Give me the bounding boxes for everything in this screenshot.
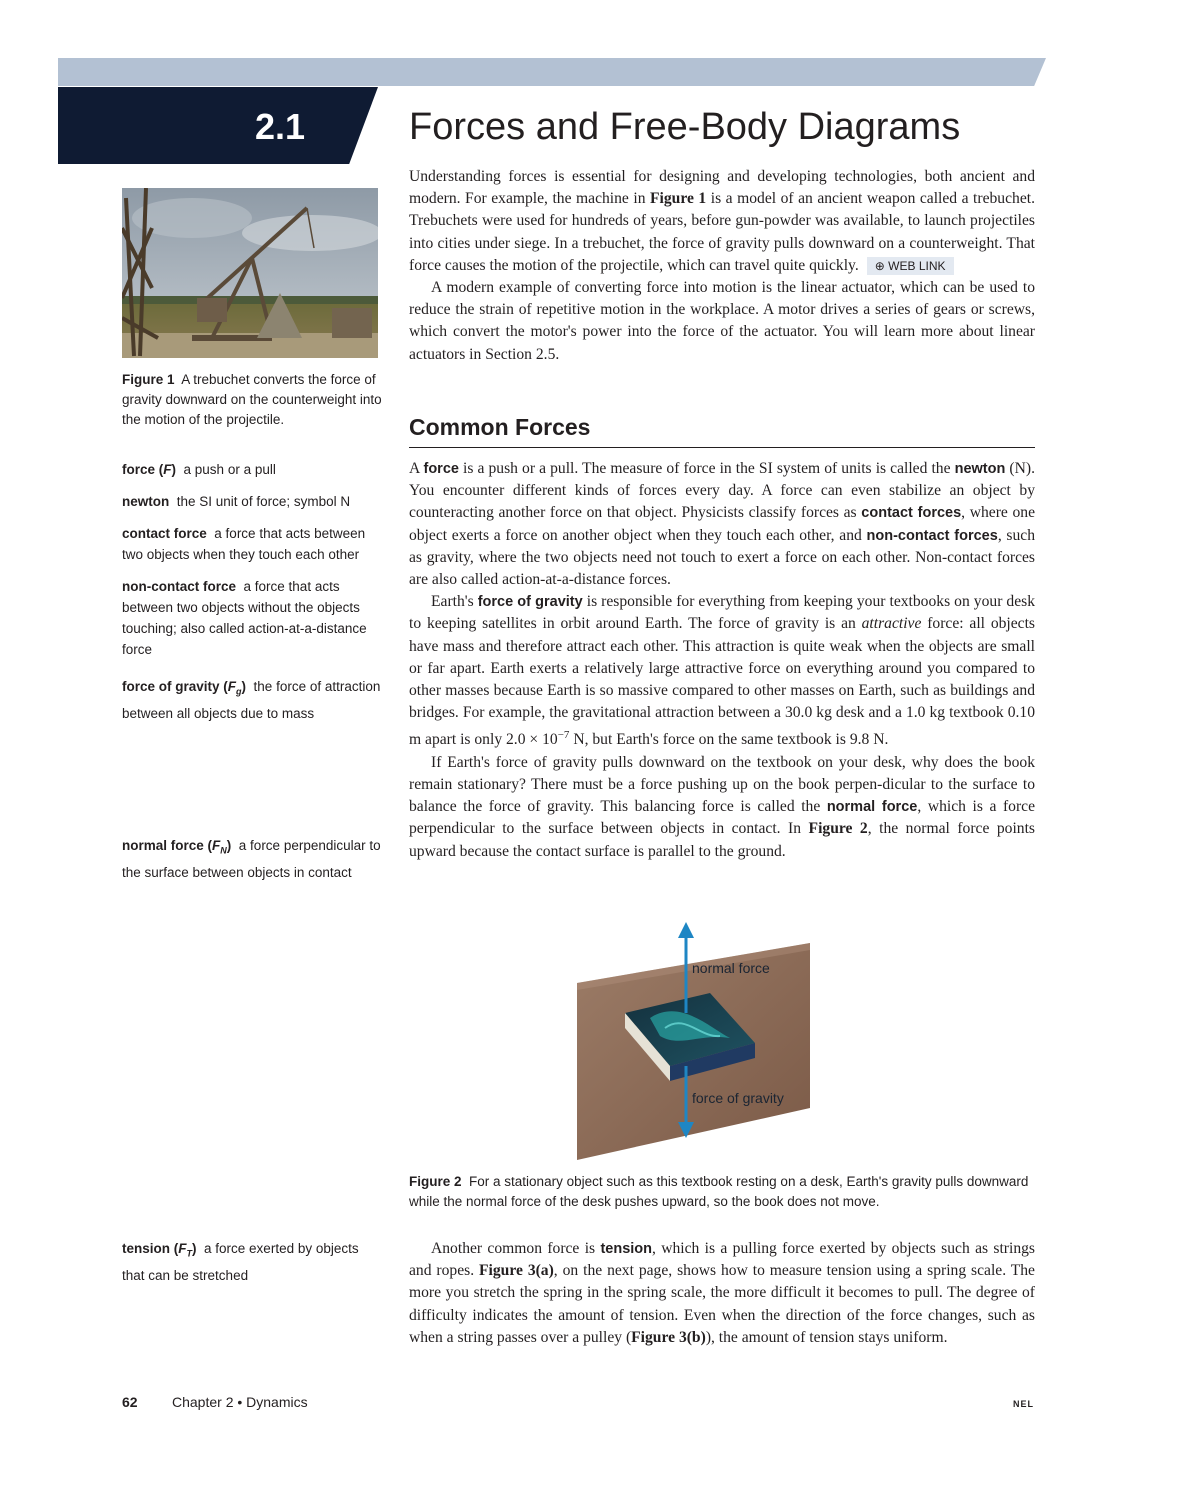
glossary-symbol-open: ( xyxy=(155,462,164,477)
exponent: −7 xyxy=(557,729,570,742)
section-title: Forces and Free-Body Diagrams xyxy=(409,106,961,148)
glossary-definition: the SI unit of force; symbol N xyxy=(176,494,351,509)
glossary-term: normal force xyxy=(122,838,204,853)
glossary-symbol-sub: N xyxy=(220,845,227,856)
gravity-force-label: force of gravity xyxy=(692,1090,784,1106)
glossary-symbol-sub: g xyxy=(236,686,242,697)
figure-reference: Figure 3(a) xyxy=(479,1262,554,1280)
glossary-term: force of gravity xyxy=(122,679,220,694)
glossary-symbol-open: ( xyxy=(203,838,213,853)
glossary-symbol-open: ( xyxy=(170,1241,179,1256)
intro-text xyxy=(409,166,1035,366)
trebuchet-photo xyxy=(122,188,378,358)
key-term: force of gravity xyxy=(477,594,583,611)
glossary-force xyxy=(122,459,384,480)
glossary-symbol-close: ) xyxy=(241,679,247,694)
page-number: 62 xyxy=(122,1394,138,1410)
web-link-label: WEB LINK xyxy=(888,258,946,273)
normal-force-label: normal force xyxy=(692,960,770,976)
text-run: is a model of an ancient weapon called a trebuchet. Trebuchets were used for hundreds of years, before gun-powder was available, to launch projectiles into cities under siege. In a trebuchet, the force of gravity pulls downward on a counterweight. That force causes the motion of the projectile, which can travel quite quickly. xyxy=(409,190,1035,274)
chapter-label: Chapter 2 • Dynamics xyxy=(172,1394,308,1410)
key-term: tension xyxy=(600,1241,652,1257)
emphasis: attractive xyxy=(861,615,922,633)
figure-2-caption xyxy=(409,1172,1035,1212)
common-forces-paragraph-1: A force is a push or a pull. The measure of force in the SI system of units is called the newton (N). You encounter different kinds of forces every day. A force can even stabilize an object by counteracting another force on that object. Physicists classify forces as contact forces, where one object exerts a force on another object when they touch each other, and non-contact forces, such as gravity, where the two objects need not touch to exert a force on each other. Non-contact forces are also called action-at-a-distance forces. xyxy=(409,460,1036,589)
glossary-newton xyxy=(122,491,384,512)
glossary-definition: a force that acts between two objects when they touch each other xyxy=(122,526,366,562)
intro-paragraph-1 xyxy=(409,166,1035,277)
key-term: normal force xyxy=(826,799,918,816)
glossary-symbol: F xyxy=(227,679,237,694)
glossary-symbol-close: ) xyxy=(192,1241,197,1256)
tension-paragraph: Another common force is tension, which is a pulling force exerted by objects such as strings and ropes. Figure 3(a), on the next page, shows how to measure tension using a spring scale. The more you stretch the spring in the spring scale, the more difficult it becomes to pull. The degree of difficulty indicates the amount of tension. Even when the direction of the force changes, such as when a string passes over a pulley (Figure 3(b)), the amount of tension stays uniform. xyxy=(409,1240,1035,1346)
glossary-symbol-open: ( xyxy=(219,679,228,694)
glossary-symbol: F xyxy=(212,838,221,853)
glossary-definition: a force exerted by objects that can be stretched xyxy=(122,1241,359,1283)
glossary-definition: a force perpendicular to the surface between objects in contact xyxy=(122,838,381,880)
glossary-term: newton xyxy=(122,494,170,509)
figure-reference: Figure 3(b) xyxy=(631,1328,706,1346)
glossary-definition: a push or a pull xyxy=(183,462,276,477)
web-link[interactable] xyxy=(867,257,954,275)
intro-paragraph-2: A modern example of converting force into motion is the linear actuator, which can be used to reduce the strain of repetitive motion in the workplace. A motor drives a series of gears or screws, which convert the motor's power into the force of the actuator. You will learn more about linear actuators in Section 2.5. xyxy=(409,279,1035,363)
glossary-symbol-sub: T xyxy=(186,1248,193,1259)
glossary-force-of-gravity xyxy=(122,676,384,724)
glossary-definition: a force that acts between two objects without the objects touching; also called action-at-a-distance force xyxy=(122,579,367,657)
glossary-contact-force xyxy=(122,523,384,565)
common-forces-paragraph-2: Earth's force of gravity is responsible for everything from keeping your textbooks on your desk to keeping satellites in orbit around Earth. The force of gravity is an attractive force: all objects have mass and therefore attract each other. This attraction is quite weak when the objects are small or far apart. Earth exerts a relatively large attractive force on everything around you compared to other masses because Earth is so massive compared to other masses on Earth, such as buildings and bridges. For example, the gravitational attraction between a 30.0 kg desk and a 1.0 kg textbook 0.10 m apart is only $2.0 \times 10^{-7}$ N, but Earth's force on the same textbook is 9.8 N. xyxy=(409,593,1035,749)
glossary-symbol: F xyxy=(163,462,172,477)
common-forces-heading: Common Forces xyxy=(409,414,1035,448)
common-forces-paragraph-3: If Earth's force of gravity pulls downward on the textbook on your desk, why does the book remain stationary? There must be a force pushing up on the book perpen-dicular to the surface to balance the force of gravity. This balancing force is called the normal force, which is a force perpendicular to the surface between objects in contact. In Figure 2, the normal force points upward because the contact surface is parallel to the ground. xyxy=(409,753,1035,860)
figure-2-illustration xyxy=(570,918,810,1163)
glossary-definition: the force of attraction between all objects due to mass xyxy=(122,679,381,721)
glossary-non-contact-force xyxy=(122,576,384,660)
header-band xyxy=(58,58,1046,86)
figure-reference: Figure 2 xyxy=(808,820,868,838)
key-term: newton xyxy=(954,461,1006,477)
publisher-mark: NEL xyxy=(1013,1399,1034,1409)
key-term: force xyxy=(423,461,459,477)
glossary-term: contact force xyxy=(122,526,207,541)
figure-2-label: Figure 2 xyxy=(409,1174,462,1189)
globe-icon: ⊕ xyxy=(874,258,885,273)
glossary-symbol: F xyxy=(178,1241,187,1256)
tension-text xyxy=(409,1238,1035,1349)
glossary-term: non-contact force xyxy=(122,579,237,594)
glossary-symbol-close: ) xyxy=(226,838,232,853)
glossary-term: force xyxy=(122,462,156,477)
text-run: Understanding forces is essential for designing and developing technologies, both ancient and modern. For example, the machine in xyxy=(409,168,1035,208)
figure-1-caption xyxy=(122,370,384,430)
glossary-term: tension xyxy=(122,1241,171,1256)
figure-reference: Figure 1 xyxy=(650,190,707,208)
key-term: contact forces xyxy=(861,505,962,522)
section-number: 2.1 xyxy=(255,106,306,147)
normal-force-arrowhead xyxy=(678,922,694,938)
figure-2-caption-text: For a stationary object such as this textbook resting on a desk, Earth's gravity pulls downward while the normal force of the desk pushes upward, so the book does not move. xyxy=(409,1174,1029,1209)
glossary-tension xyxy=(122,1238,384,1286)
figure-1-caption-text: A trebuchet converts the force of gravity downward on the counterweight into the motion of the projectile. xyxy=(122,372,382,427)
common-forces-text xyxy=(409,458,1035,863)
glossary-symbol-close: ) xyxy=(171,462,177,477)
figure-1-label: Figure 1 xyxy=(122,372,175,387)
key-term: non-contact forces xyxy=(866,527,998,544)
glossary-normal-force xyxy=(122,835,384,883)
